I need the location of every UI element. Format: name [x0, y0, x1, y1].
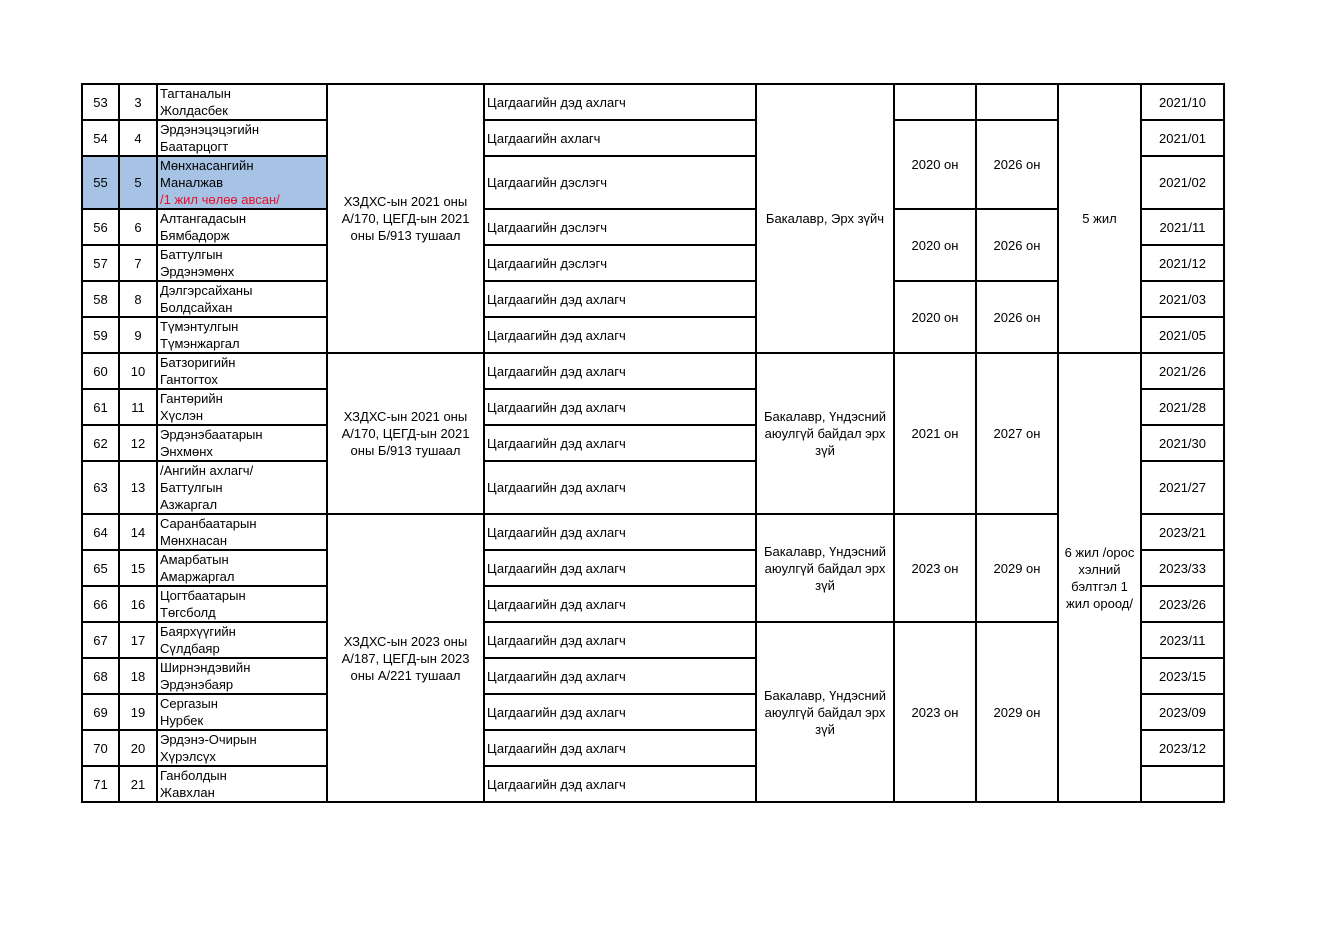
start-year: 2021 он: [894, 353, 976, 514]
row-index: 10: [119, 353, 157, 389]
start-year: 2020 он: [894, 281, 976, 353]
position: Цагдаагийн ахлагч: [484, 120, 756, 156]
end-year: 2029 он: [976, 514, 1058, 622]
person-name: Ганболдын Жавхлан: [157, 766, 327, 802]
person-name: Түмэнтулгын Түмэнжаргал: [157, 317, 327, 353]
personnel-table: [81, 83, 1225, 803]
rank-date: 2023/12: [1141, 730, 1224, 766]
row-index: 12: [119, 425, 157, 461]
order-reference: ХЗДХС-ын 2023 оны А/187, ЦЕГД-ын 2023 оны А/221 тушаал: [327, 514, 484, 802]
end-year: 2027 он: [976, 353, 1058, 514]
rank-date: 2023/11: [1141, 622, 1224, 658]
position: Цагдаагийн дэд ахлагч: [484, 84, 756, 120]
row-number: 57: [82, 245, 119, 281]
row-index: 9: [119, 317, 157, 353]
rank-date: 2021/01: [1141, 120, 1224, 156]
study-duration: 6 жил /орос хэлний бэлтгэл 1 жил ороод/: [1058, 353, 1141, 802]
rank-date: 2021/12: [1141, 245, 1224, 281]
start-year: 2023 он: [894, 622, 976, 802]
person-name: Тагтаналын Жолдасбек: [157, 84, 327, 120]
rank-date: 2023/26: [1141, 586, 1224, 622]
table-row: [82, 209, 1224, 245]
rank-date: 2021/05: [1141, 317, 1224, 353]
row-index: 13: [119, 461, 157, 514]
end-year-empty: [976, 84, 1058, 120]
degree: Бакалавр, Үндэсний аюулгүй байдал эрх зүй: [756, 353, 894, 514]
person-name: Эрдэнэ-Очирын Хүрэлсүх: [157, 730, 327, 766]
row-number: 71: [82, 766, 119, 802]
row-number: 53: [82, 84, 119, 120]
row-number: 68: [82, 658, 119, 694]
row-index: 15: [119, 550, 157, 586]
person-name: Батзоригийн Гантогтох: [157, 353, 327, 389]
row-number: 65: [82, 550, 119, 586]
person-name: Ширнэндэвийн Эрдэнэбаяр: [157, 658, 327, 694]
degree: Бакалавр, Эрх зүйч: [756, 84, 894, 353]
row-index: 17: [119, 622, 157, 658]
end-year: 2026 он: [976, 209, 1058, 281]
row-number: 62: [82, 425, 119, 461]
row-number: 61: [82, 389, 119, 425]
row-number: 55: [82, 156, 119, 209]
rank-date: 2021/02: [1141, 156, 1224, 209]
rank-date: 2021/26: [1141, 353, 1224, 389]
duration-empty: [1141, 766, 1224, 802]
rank-date: 2021/30: [1141, 425, 1224, 461]
end-year: 2026 он: [976, 281, 1058, 353]
position: Цагдаагийн дэд ахлагч: [484, 281, 756, 317]
position: Цагдаагийн дэслэгч: [484, 245, 756, 281]
position: Цагдаагийн дэд ахлагч: [484, 514, 756, 550]
row-number: 66: [82, 586, 119, 622]
row-index: 8: [119, 281, 157, 317]
start-year: 2020 он: [894, 120, 976, 209]
row-index: 14: [119, 514, 157, 550]
study-duration: 5 жил: [1058, 84, 1141, 353]
row-number: 60: [82, 353, 119, 389]
person-name: Баярхүүгийн Сүлдбаяр: [157, 622, 327, 658]
row-index: 21: [119, 766, 157, 802]
position: Цагдаагийн дэд ахлагч: [484, 694, 756, 730]
person-name: /Ангийн ахлагч/ Баттулгын Азжаргал: [157, 461, 327, 514]
position: Цагдаагийн дэд ахлагч: [484, 550, 756, 586]
start-year: 2020 он: [894, 209, 976, 281]
table-row: [82, 622, 1224, 658]
position: Цагдаагийн дэд ахлагч: [484, 461, 756, 514]
rank-date: 2023/33: [1141, 550, 1224, 586]
row-index: 19: [119, 694, 157, 730]
person-name: Алтангадасын Бямбадорж: [157, 209, 327, 245]
position: Цагдаагийн дэд ахлагч: [484, 317, 756, 353]
person-name: Эрдэнэцэцэгийн Баатарцогт: [157, 120, 327, 156]
rank-date: 2021/11: [1141, 209, 1224, 245]
order-reference: ХЗДХС-ын 2021 оны А/170, ЦЕГД-ын 2021 оны Б/913 тушаал: [327, 84, 484, 353]
position: Цагдаагийн дэд ахлагч: [484, 766, 756, 802]
row-index: 6: [119, 209, 157, 245]
position: Цагдаагийн дэд ахлагч: [484, 730, 756, 766]
person-name: Мөнхнасангийн Маналжав /1 жил чөлөө авсан/: [157, 156, 327, 209]
person-name: Гантөрийн Хүслэн: [157, 389, 327, 425]
row-index: 5: [119, 156, 157, 209]
row-index: 11: [119, 389, 157, 425]
end-year: 2026 он: [976, 120, 1058, 209]
table-row: [82, 514, 1224, 550]
role-prefix: /Ангийн ахлагч/: [160, 463, 254, 478]
row-index: 20: [119, 730, 157, 766]
position: Цагдаагийн дэд ахлагч: [484, 658, 756, 694]
rank-date: 2023/21: [1141, 514, 1224, 550]
person-name: Амарбатын Амаржаргал: [157, 550, 327, 586]
person-name: Сергазын Нурбек: [157, 694, 327, 730]
rank-date: 2021/28: [1141, 389, 1224, 425]
person-name: Цогтбаатарын Төгсболд: [157, 586, 327, 622]
row-number: 56: [82, 209, 119, 245]
rank-date: 2021/10: [1141, 84, 1224, 120]
table-row: [82, 281, 1224, 317]
position: Цагдаагийн дэслэгч: [484, 209, 756, 245]
row-number: 63: [82, 461, 119, 514]
end-year: 2029 он: [976, 622, 1058, 802]
position: Цагдаагийн дэслэгч: [484, 156, 756, 209]
row-index: 3: [119, 84, 157, 120]
rank-date: 2021/27: [1141, 461, 1224, 514]
row-number: 70: [82, 730, 119, 766]
row-index: 18: [119, 658, 157, 694]
position: Цагдаагийн дэд ахлагч: [484, 353, 756, 389]
position: Цагдаагийн дэд ахлагч: [484, 389, 756, 425]
start-year-empty: [894, 84, 976, 120]
table-row: [82, 84, 1224, 120]
row-index: 7: [119, 245, 157, 281]
row-number: 67: [82, 622, 119, 658]
position: Цагдаагийн дэд ахлагч: [484, 586, 756, 622]
row-number: 69: [82, 694, 119, 730]
row-index: 16: [119, 586, 157, 622]
row-index: 4: [119, 120, 157, 156]
position: Цагдаагийн дэд ахлагч: [484, 425, 756, 461]
person-name: Дэлгэрсайханы Болдсайхан: [157, 281, 327, 317]
degree: Бакалавр, Үндэсний аюулгүй байдал эрх зүй: [756, 514, 894, 622]
table-row: [82, 353, 1224, 389]
order-reference: ХЗДХС-ын 2021 оны А/170, ЦЕГД-ын 2021 оны Б/913 тушаал: [327, 353, 484, 514]
rank-date: 2021/03: [1141, 281, 1224, 317]
leave-note: /1 жил чөлөө авсан/: [160, 192, 280, 207]
table-row: [82, 120, 1224, 156]
rank-date: 2023/15: [1141, 658, 1224, 694]
rank-date: 2023/09: [1141, 694, 1224, 730]
degree: Бакалавр, Үндэсний аюулгүй байдал эрх зүй: [756, 622, 894, 802]
person-name: Эрдэнэбаатарын Энхмөнх: [157, 425, 327, 461]
position: Цагдаагийн дэд ахлагч: [484, 622, 756, 658]
row-number: 59: [82, 317, 119, 353]
person-name: Баттулгын Эрдэнэмөнх: [157, 245, 327, 281]
row-number: 58: [82, 281, 119, 317]
person-name: Саранбаатарын Мөнхнасан: [157, 514, 327, 550]
row-number: 64: [82, 514, 119, 550]
row-number: 54: [82, 120, 119, 156]
start-year: 2023 он: [894, 514, 976, 622]
